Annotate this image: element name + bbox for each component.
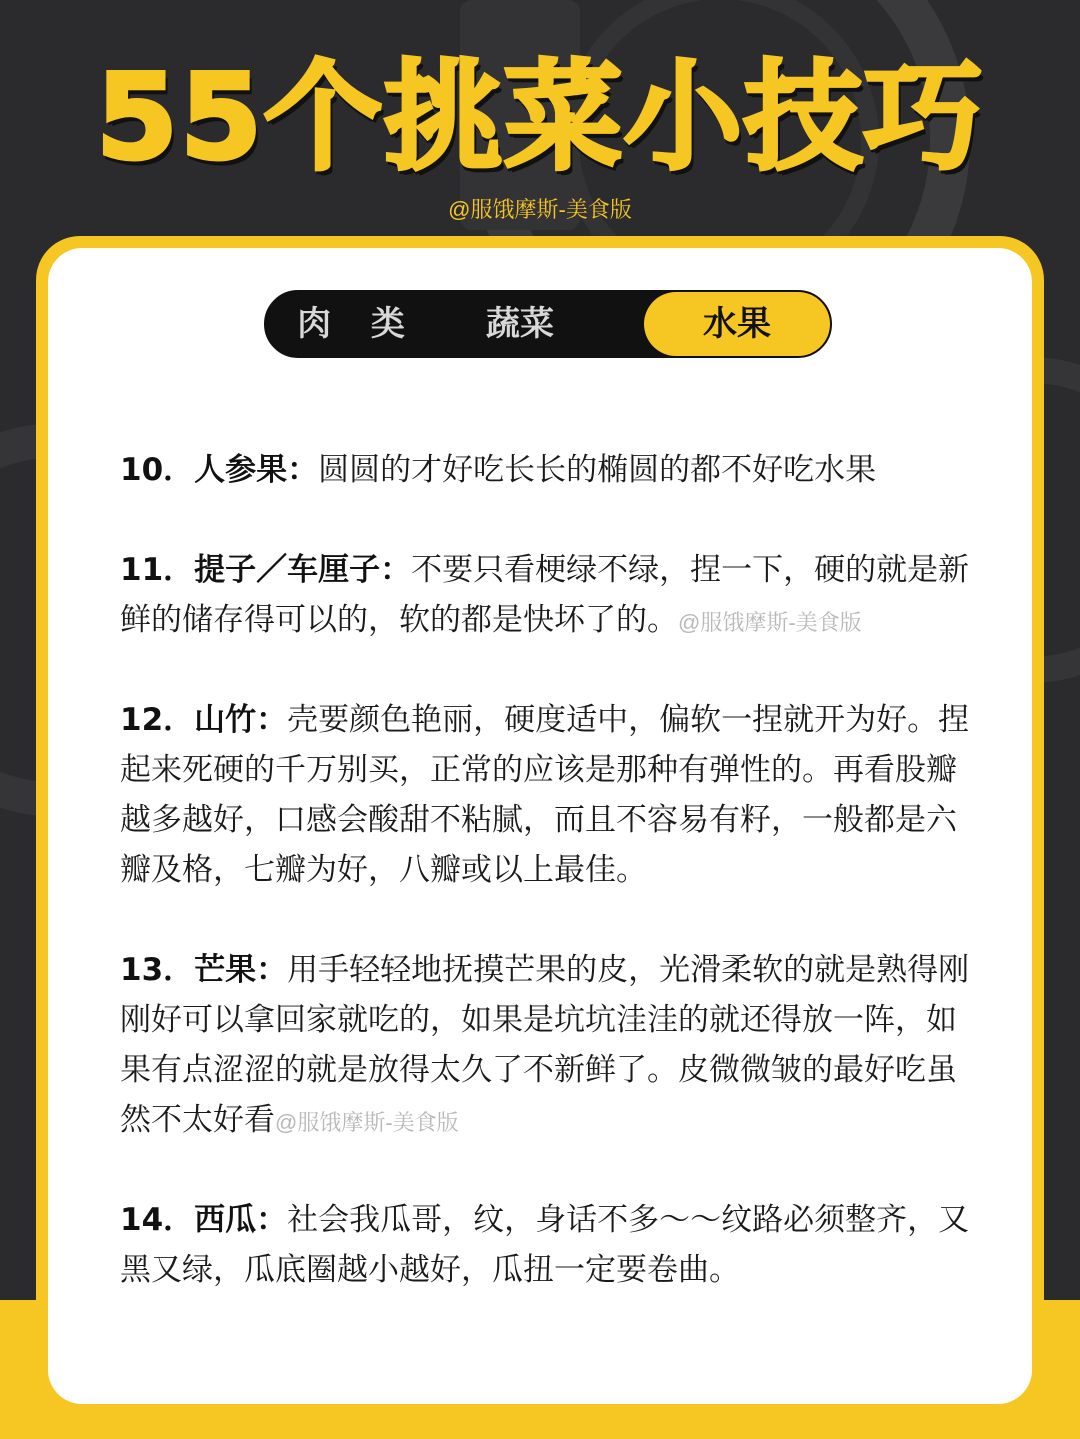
category-tabs (264, 290, 832, 358)
tip-text: 不要只看梗绿不绿，捏一下，硬的就是新鲜的储存得可以的，软的都是快坏了的。 (120, 552, 970, 638)
tip-item (120, 695, 970, 895)
tip-item (120, 1195, 970, 1295)
tip-text: 壳要颜色艳丽，硬度适中，偏软一捏就开为好。捏起来死硬的千万别买，正常的应该是那种有弹性的。再看股瓣越多越好，口感会酸甜不粘腻，而且不容易有籽，一般都是六瓣及格，七瓣为好，八瓣或以上最佳。 (120, 702, 970, 888)
tab-vegetables[interactable]: 蔬菜 (486, 304, 554, 344)
tip-label: 12．山竹： (120, 702, 288, 738)
watermark: @服饿摩斯-美食版 (275, 1110, 459, 1135)
tip-text: 社会我瓜哥，纹，身话不多～～纹路必须整齐，又黑又绿，瓜底圈越小越好，瓜扭一定要卷曲。 (120, 1202, 970, 1288)
tip-item (120, 545, 970, 648)
tab-fruit[interactable]: 水果 (644, 292, 830, 356)
tip-label: 13．芒果： (120, 952, 288, 988)
tip-item (120, 945, 970, 1148)
tip-label: 11．提子／车厘子： (120, 552, 412, 588)
tip-label: 10．人参果： (120, 452, 319, 488)
page-title: 55个挑菜小技巧 (95, 48, 985, 186)
watermark: @服饿摩斯-美食版 (678, 610, 862, 635)
author-handle: @服饿摩斯-美食版 (448, 197, 632, 222)
tip-label: 14．西瓜： (120, 1202, 288, 1238)
tip-item (120, 445, 970, 495)
tip-text: 用手轻轻地抚摸芒果的皮，光滑柔软的就是熟得刚刚好可以拿回家就吃的，如果是坑坑洼洼的就还得放一阵，如果有点涩涩的就是放得太久了不新鲜了。皮微微皱的最好吃虽然不太好看 (120, 952, 970, 1138)
tab-meat[interactable]: 肉 类 (297, 304, 419, 344)
tip-text: 圆圆的才好吃长长的椭圆的都不好吃水果 (318, 452, 877, 488)
